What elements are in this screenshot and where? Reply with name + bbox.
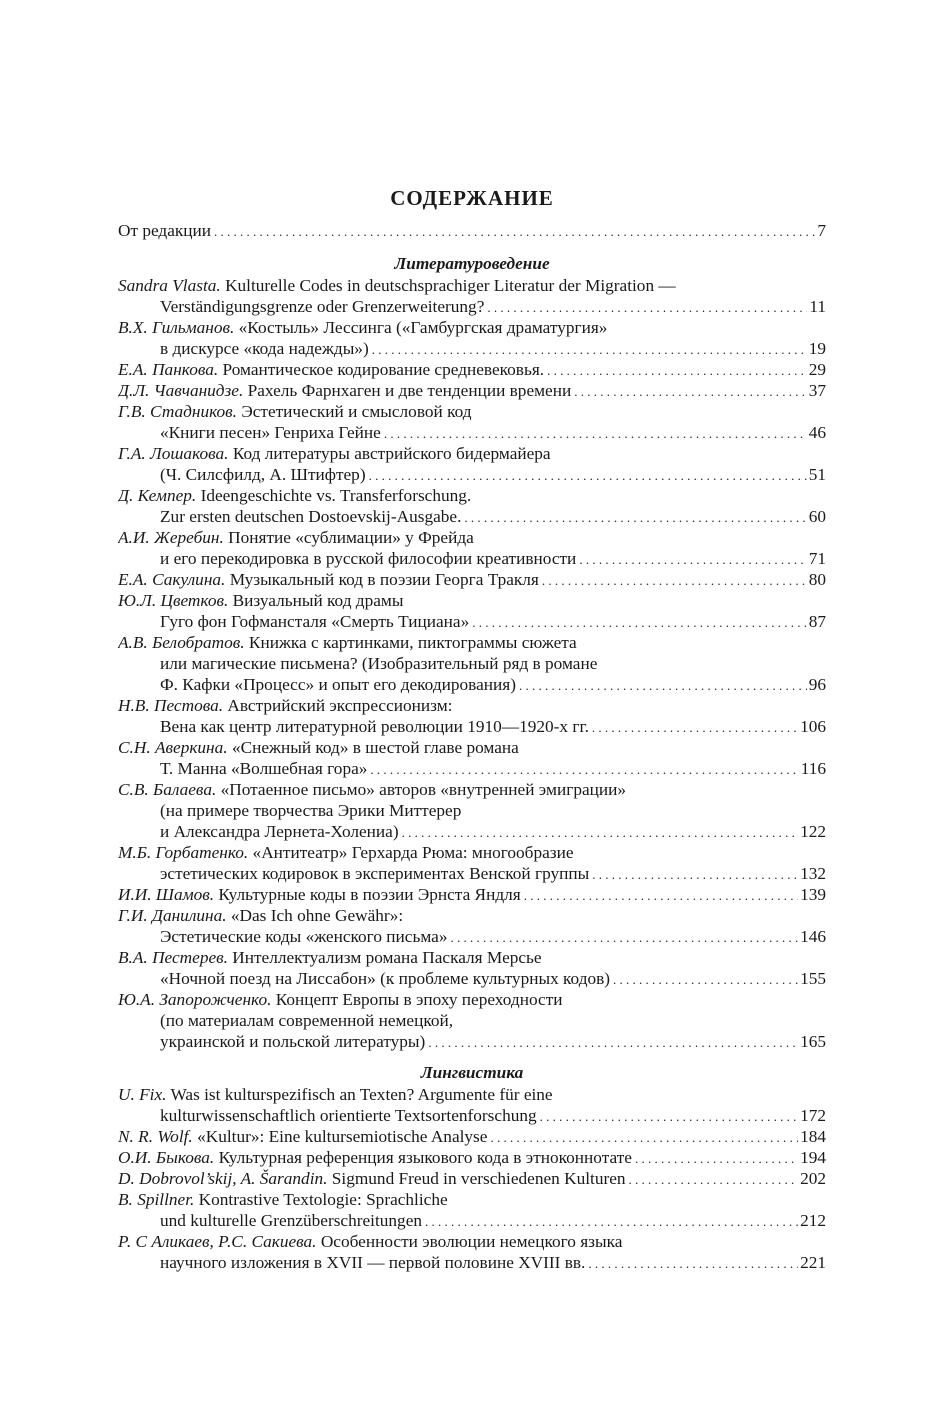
toc-entry: [118, 632, 826, 695]
dot-leader: [464, 507, 806, 527]
dot-leader: [372, 339, 807, 359]
toc-entry-title-line: «Книги песен» Генриха Гейне: [160, 423, 381, 442]
toc-entry-line: [118, 1252, 826, 1273]
toc-entry-line: [118, 317, 826, 338]
toc-entry-line: [118, 380, 826, 401]
toc-entry-title-line: Вена как центр литературной революции 1910—1920-х гг.: [160, 717, 589, 736]
toc-entry-author: Е.А. Сакулина.: [118, 570, 226, 589]
toc-entry: [118, 1147, 826, 1168]
toc-entry-text: [118, 1084, 553, 1105]
dot-leader: [592, 864, 798, 884]
dot-leader: [402, 822, 799, 842]
toc-entry-line: [118, 359, 826, 380]
dot-leader: [588, 1253, 798, 1273]
toc-entry-title-line: «Ночной поезд на Лиссабон» (к проблеме культурных кодов): [160, 969, 611, 988]
toc-entry-line: [118, 485, 826, 506]
toc-entry-text: [118, 590, 403, 611]
toc-entry-line: [118, 947, 826, 968]
toc-entry-text: [160, 821, 399, 842]
toc-entry-line: [118, 1105, 826, 1126]
toc-entry-text: [118, 527, 474, 548]
toc-entry-title-line: Рахель Фарнхаген и две тенденции времени: [247, 381, 572, 400]
toc-entry-line: [118, 695, 826, 716]
toc-entry-author: Sandra Vlasta.: [118, 276, 221, 295]
toc-entry-author: Д.Л. Чавчанидзе.: [118, 381, 244, 400]
table-of-contents: [118, 180, 826, 1273]
toc-entry: [118, 737, 826, 779]
toc-page-number: 221: [800, 1253, 826, 1272]
toc-entry-line: [118, 401, 826, 422]
toc-page-number: 139: [800, 885, 826, 904]
toc-entry-text: [160, 611, 469, 632]
toc-page-number: 29: [808, 360, 826, 379]
toc-entry-author: Г.А. Лошакова.: [118, 444, 229, 463]
toc-page-number: 46: [808, 423, 826, 442]
dot-leader: [450, 927, 798, 947]
toc-entry-text: [160, 464, 366, 485]
toc-entry-line: [118, 527, 826, 548]
toc-entry-title-line: (по материалам современной немецкой,: [160, 1011, 454, 1030]
toc-entry-author: N. R. Wolf.: [118, 1127, 193, 1146]
toc-entry-text: [160, 296, 484, 317]
toc-page-number: 132: [800, 864, 826, 883]
toc-entry-title-line: Kontrastive Textologie: Sprachliche: [198, 1190, 448, 1209]
toc-entry: [118, 695, 826, 737]
toc-page-number: 60: [808, 507, 826, 526]
toc-entry-text: [118, 737, 519, 758]
toc-entry-text: [118, 947, 542, 968]
toc-entry-line: [118, 737, 826, 758]
toc-entry-title-line: Kulturelle Codes in deutschsprachiger Literatur der Migration —: [225, 276, 676, 295]
toc-entry-author: Е.А. Панкова.: [118, 360, 219, 379]
toc-entry-line: [118, 716, 826, 737]
toc-entry-title-line: «Антитеатр» Герхарда Рюма: многообразие: [252, 843, 574, 862]
toc-entry-text: [118, 443, 551, 464]
toc-entry-line: [118, 653, 826, 674]
toc-entry-author: О.И. Быкова.: [118, 1148, 215, 1167]
toc-entry-text: [118, 779, 626, 800]
toc-entry-title-line: эстетических кодировок в экспериментах Венской группы: [160, 864, 590, 883]
toc-entry-text: [160, 800, 461, 821]
toc-entry-title-line: Ideengeschichte vs. Transferforschung.: [200, 486, 472, 505]
toc-page-number: 11: [809, 297, 826, 316]
toc-entry-title-line: (Ч. Силсфилд, А. Штифтер): [160, 465, 366, 484]
dot-leader: [579, 549, 806, 569]
toc-entry-text: [160, 674, 516, 695]
toc-page-number: 155: [800, 969, 826, 988]
toc-entry: [118, 1168, 826, 1189]
toc-entry-text: [118, 1189, 448, 1210]
toc-entry-text: [118, 1168, 626, 1189]
toc-entry-text: [118, 485, 471, 506]
toc-page-number: 96: [808, 675, 826, 694]
toc-entry-title-line: «Das Ich ohne Gewähr»:: [230, 906, 404, 925]
toc-entry-line: [118, 674, 826, 695]
toc-entry-text: [160, 1031, 425, 1052]
toc-entry-title-line: или магические письмена? (Изобразительный ряд в романе: [160, 654, 598, 673]
toc-entry-author: Г.И. Данилина.: [118, 906, 227, 925]
toc-entry-line: [118, 842, 826, 863]
toc-entry-line: [118, 884, 826, 905]
dot-leader: [487, 297, 807, 317]
toc-page-number: 7: [817, 221, 826, 240]
toc-entry: [118, 401, 826, 443]
toc-page-number: 194: [800, 1148, 826, 1167]
toc-page-number: 202: [800, 1169, 826, 1188]
toc-entry-title-line: Эстетический и смысловой код: [241, 402, 472, 421]
dot-leader: [472, 612, 806, 632]
dot-leader: [547, 360, 807, 380]
toc-entry-author: С.В. Балаева.: [118, 780, 217, 799]
dot-leader: [592, 717, 798, 737]
toc-entry-line: [118, 863, 826, 884]
toc-entry-line: [118, 569, 826, 590]
toc-entry-line: [118, 926, 826, 947]
toc-page-number: 106: [800, 717, 826, 736]
toc-entry-title-line: Zur ersten deutschen Dostoevskij-Ausgabe.: [160, 507, 462, 526]
dot-leader: [574, 381, 806, 401]
toc-entry-text: [118, 842, 574, 863]
toc-entry-text: [118, 989, 563, 1010]
toc-entry-text: [160, 863, 589, 884]
toc-sections: [118, 253, 826, 1273]
toc-entry-author: Д. Кемпер.: [118, 486, 197, 505]
toc-entry-title-line: Ф. Кафки «Процесс» и опыт его декодирования): [160, 675, 516, 694]
toc-entry-text: [118, 1126, 487, 1147]
toc-entry-text: [160, 716, 589, 737]
toc-entry-title-line: украинской и польской литературы): [160, 1032, 426, 1051]
toc-entry-line: [118, 611, 826, 632]
toc-entry-title-line: Музыкальный код в поэзии Георга Тракля: [229, 570, 539, 589]
toc-entry-line: [118, 1231, 826, 1252]
dot-leader: [613, 969, 798, 989]
section-heading: Лингвистика: [420, 1063, 524, 1082]
toc-entry-line: [118, 1210, 826, 1231]
toc-entry: [118, 842, 826, 884]
toc-entry-line: [118, 1147, 826, 1168]
toc-entry-title-line: und kulturelle Grenzüberschreitungen: [160, 1211, 423, 1230]
toc-page-number: 116: [800, 759, 826, 778]
dot-leader: [542, 570, 807, 590]
toc-entry-author: D. Dobrovol’skij, A. Šarandin.: [118, 1169, 328, 1188]
dot-leader: [425, 1211, 798, 1231]
toc-page-number: 51: [808, 465, 826, 484]
toc-entry-text: [118, 401, 472, 422]
toc-entry: [118, 443, 826, 485]
toc-entry-title-line: Австрийский экспрессионизм:: [227, 696, 453, 715]
toc-entry-text: [118, 317, 607, 338]
toc-entry-line: [118, 506, 826, 527]
toc-entry-author: В.А. Пестерев.: [118, 948, 228, 967]
toc-entry: [118, 527, 826, 569]
toc-entry-text: [160, 968, 610, 989]
toc-entry-line: [118, 779, 826, 800]
toc-entry-author: М.Б. Горбатенко.: [118, 843, 249, 862]
toc-entry-title-line: в дискурсе «кода надежды»): [160, 339, 369, 358]
toc-entry-title-line: Was ist kulturspezifisch an Texten? Argumente für eine: [170, 1085, 553, 1104]
toc-entry-title-line: Т. Манна «Волшебная гора»: [160, 759, 368, 778]
toc-entry-line: [118, 800, 826, 821]
toc-entry-title-line: Sigmund Freud in verschiedenen Kulturen: [331, 1169, 626, 1188]
toc-entry-line: [118, 632, 826, 653]
toc-entry-author: U. Fix.: [118, 1085, 167, 1104]
toc-entry-line: [118, 905, 826, 926]
toc-entry-author: B. Spillner.: [118, 1190, 195, 1209]
toc-entry-line: [118, 989, 826, 1010]
toc-entry-text: [160, 422, 381, 443]
toc-entry-line: [118, 758, 826, 779]
dot-leader: [369, 465, 807, 485]
toc-entry-title-line: «Снежный код» в шестой главе романа: [231, 738, 519, 757]
toc-entry: [118, 569, 826, 590]
toc-entry-author: В.Х. Гильманов.: [118, 318, 235, 337]
toc-entry-title-line: Понятие «сублимации» у Фрейда: [228, 528, 474, 547]
toc-entry-text: От редакции: [118, 221, 212, 240]
toc-entry: [118, 275, 826, 317]
dot-leader: [490, 1127, 798, 1147]
toc-entry-title-line: Особенности эволюции немецкого языка: [320, 1232, 623, 1251]
dot-leader: [428, 1032, 798, 1052]
toc-entry-title-line: «Потаенное письмо» авторов «внутренней эмиграции»: [220, 780, 627, 799]
toc-entry: [118, 989, 826, 1052]
toc-entry-title-line: и его перекодировка в русской философии креативности: [160, 549, 577, 568]
section-heading: Литературоведение: [394, 254, 550, 273]
toc-entry: [118, 359, 826, 380]
toc-entry-title-line: Концепт Европы в эпоху переходности: [275, 990, 563, 1009]
toc-entry-title-line: Визуальный код драмы: [232, 591, 404, 610]
toc-entry-title-line: Культурная референция языкового кода в этноконнотате: [218, 1148, 632, 1167]
toc-entry: [118, 485, 826, 527]
toc-entry-line: [118, 1031, 826, 1052]
dot-leader: [214, 221, 815, 241]
toc-entry: [118, 1084, 826, 1126]
toc-entry-author: А.В. Белобратов.: [118, 633, 245, 652]
toc-page-number: 80: [808, 570, 826, 589]
toc-entry-author: Ю.Л. Цветков.: [118, 591, 229, 610]
toc-entry-author: С.Н. Аверкина.: [118, 738, 228, 757]
dot-leader: [384, 423, 807, 443]
toc-entry-text: [118, 632, 577, 653]
toc-entry-line: [118, 275, 826, 296]
toc-entry-line: [118, 1189, 826, 1210]
toc-entry-title-line: Романтическое кодирование средневековья.: [222, 360, 545, 379]
toc-entry-title-line: Книжка с картинками, пиктограммы сюжета: [248, 633, 577, 652]
toc-entry-title-line: «Костыль» Лессинга («Гамбургская драматургия»: [238, 318, 608, 337]
toc-entry-text: [118, 359, 544, 380]
toc-entry-line: [118, 464, 826, 485]
toc-entry-title-line: kulturwissenschaftlich orientierte Textsortenforschung: [160, 1106, 537, 1125]
toc-entry-text: [160, 653, 597, 674]
toc-page-number: 122: [800, 822, 826, 841]
toc-page-number: 87: [808, 612, 826, 631]
toc-entry: [118, 380, 826, 401]
toc-entry-line: [118, 821, 826, 842]
toc-entry: [118, 884, 826, 905]
toc-entry-text: [160, 1210, 422, 1231]
toc-entry: [118, 590, 826, 632]
toc-entry-author: Н.В. Пестова.: [118, 696, 224, 715]
toc-entry-line: [118, 422, 826, 443]
toc-entry-text: [160, 1252, 585, 1273]
toc-entry-title-line: (на примере творчества Эрики Миттерер: [160, 801, 462, 820]
dot-leader: [519, 675, 807, 695]
toc-entry-line: [118, 1168, 826, 1189]
toc-entry-title-line: научного изложения в XVII — первой половине XVIII вв.: [160, 1253, 586, 1272]
toc-entry-line: [118, 968, 826, 989]
toc-entry: [118, 1189, 826, 1231]
toc-entry-title-line: Интеллектуализм романа Паскаля Мерсье: [232, 948, 542, 967]
toc-entry-line: [118, 1010, 826, 1031]
toc-page-number: 184: [800, 1127, 826, 1146]
toc-entry-author: Г.В. Стадников.: [118, 402, 237, 421]
toc-entry-text: [118, 695, 452, 716]
toc-entry-title-line: Verständigungsgrenze oder Grenzerweiterung?: [160, 297, 485, 316]
dot-leader: [370, 759, 798, 779]
toc-entry-text: [118, 1231, 622, 1252]
toc-entry-title-line: Гуго фон Гофмансталя «Смерть Тициана»: [160, 612, 470, 631]
toc-entry-title-line: и Александра Лернета-Холениа): [160, 822, 399, 841]
toc-entry-title-line: Код литературы австрийского бидермайера: [232, 444, 551, 463]
toc-entry-text: [160, 1105, 537, 1126]
toc-entry-text: [118, 380, 571, 401]
toc-entry-text: [160, 1010, 453, 1031]
toc-page-number: 212: [800, 1211, 826, 1230]
toc-entry-title-line: Эстетические коды «женского письма»: [160, 927, 448, 946]
toc-page-number: 19: [808, 339, 826, 358]
toc-entry-title-line: «Kultur»: Eine kultursemiotische Analyse: [197, 1127, 488, 1146]
toc-entry-text: [160, 548, 576, 569]
toc-entry: [118, 905, 826, 947]
toc-entry: [118, 1126, 826, 1147]
toc-entry-author: А.И. Жеребин.: [118, 528, 224, 547]
toc-page-number: 172: [800, 1106, 826, 1125]
toc-intro-entry: [118, 220, 826, 241]
toc-entry-text: [160, 758, 367, 779]
toc-entry-text: [118, 1147, 632, 1168]
toc-entry-text: [118, 884, 521, 905]
toc-entry-line: [118, 590, 826, 611]
toc-entry-text: [160, 506, 461, 527]
toc-entry-title-line: Культурные коды в поэзии Эрнста Яндля: [218, 885, 521, 904]
toc-entry-text: [160, 926, 447, 947]
toc-entry-author: Р. С Аликаев, Р.С. Сакиева.: [118, 1232, 317, 1251]
toc-page-number: 37: [808, 381, 826, 400]
toc-entry-line: [118, 1126, 826, 1147]
toc-entry: [118, 317, 826, 359]
toc-entry-text: [118, 275, 676, 296]
dot-leader: [540, 1106, 798, 1126]
toc-entry-text: [160, 338, 369, 359]
toc-entry-author: Ю.А. Запорожченко.: [118, 990, 272, 1009]
toc-entry-author: И.И. Шамов.: [118, 885, 215, 904]
dot-leader: [635, 1148, 798, 1168]
toc-entry: [118, 1231, 826, 1273]
toc-page-number: 165: [800, 1032, 826, 1051]
toc-entry-line: [118, 338, 826, 359]
toc-entry-line: [118, 1084, 826, 1105]
toc-entry-line: [118, 443, 826, 464]
toc-entry: [118, 779, 826, 842]
toc-entry-line: [118, 548, 826, 569]
toc-entry-text: [118, 569, 539, 590]
page-title: СОДЕРЖАНИЕ: [390, 186, 554, 210]
toc-entry: [118, 947, 826, 989]
dot-leader: [629, 1169, 799, 1189]
dot-leader: [524, 885, 798, 905]
toc-page-number: 71: [808, 549, 826, 568]
toc-page-number: 146: [800, 927, 826, 946]
toc-entry-text: [118, 905, 403, 926]
toc-entry-line: [118, 296, 826, 317]
